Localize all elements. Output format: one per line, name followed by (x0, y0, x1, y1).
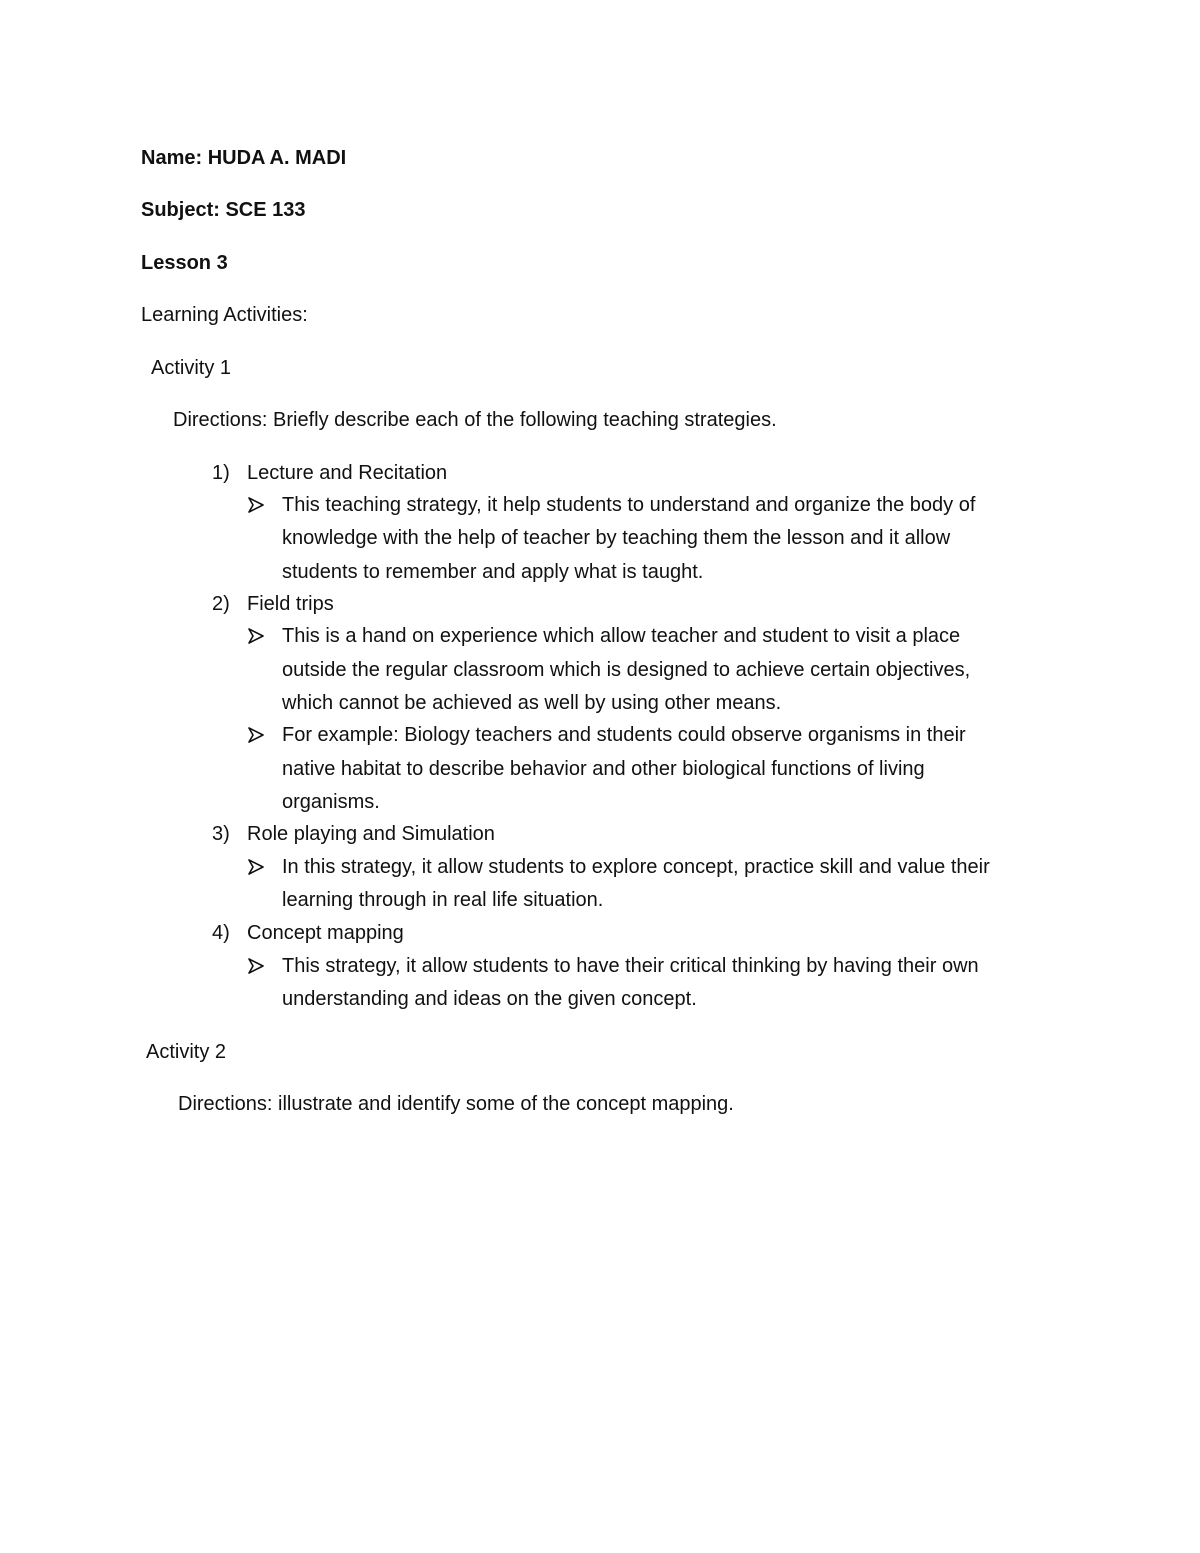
item-number: 1) (212, 462, 230, 484)
arrowhead-bullet-icon (248, 497, 266, 515)
bullet-line: This strategy, it allow students to have their critical thinking by having their own (282, 955, 979, 977)
bullet-line: outside the regular classroom which is designed to achieve certain objectives, (282, 659, 971, 681)
bullet-line: For example: Biology teachers and students could observe organisms in their (282, 724, 966, 746)
bullet-line: organisms. (282, 791, 380, 813)
item-number: 3) (212, 823, 230, 845)
bullet-line: native habitat to describe behavior and other biological functions of living (282, 758, 925, 780)
learning-activities-heading: Learning Activities: (141, 304, 308, 326)
bullet-line: students to remember and apply what is taught. (282, 561, 704, 583)
bullet-line: In this strategy, it allow students to explore concept, practice skill and value their (282, 856, 990, 878)
activity-1-title: Activity 1 (151, 357, 232, 379)
item-title: Role playing and Simulation (247, 823, 495, 845)
subject-label: Subject: SCE 133 (141, 199, 306, 221)
item-title: Concept mapping (247, 922, 404, 944)
arrowhead-bullet-icon (248, 628, 266, 646)
arrowhead-bullet-icon (248, 727, 266, 745)
bullet-line: knowledge with the help of teacher by teaching them the lesson and it allow (282, 527, 951, 549)
bullet-line: which cannot be achieved as well by using other means. (282, 692, 782, 714)
activity-1-directions: Directions: Briefly describe each of the following teaching strategies. (173, 409, 777, 431)
item-number: 4) (212, 922, 230, 944)
lesson-label: Lesson 3 (141, 252, 228, 274)
bullet-line: understanding and ideas on the given concept. (282, 988, 697, 1010)
bullet-line: This is a hand on experience which allow teacher and student to visit a place (282, 625, 961, 647)
item-title: Lecture and Recitation (247, 462, 448, 484)
arrowhead-bullet-icon (248, 859, 266, 877)
item-title: Field trips (247, 593, 334, 615)
bullet-line: This teaching strategy, it help students to understand and organize the body of (282, 494, 976, 516)
name-label: Name: HUDA A. MADI (141, 147, 347, 169)
bullet-line: learning through in real life situation. (282, 889, 604, 911)
arrowhead-bullet-icon (248, 958, 266, 976)
item-number: 2) (212, 593, 230, 615)
activity-2-title: Activity 2 (146, 1041, 227, 1063)
activity-2-directions: Directions: illustrate and identify some of the concept mapping. (178, 1093, 734, 1115)
